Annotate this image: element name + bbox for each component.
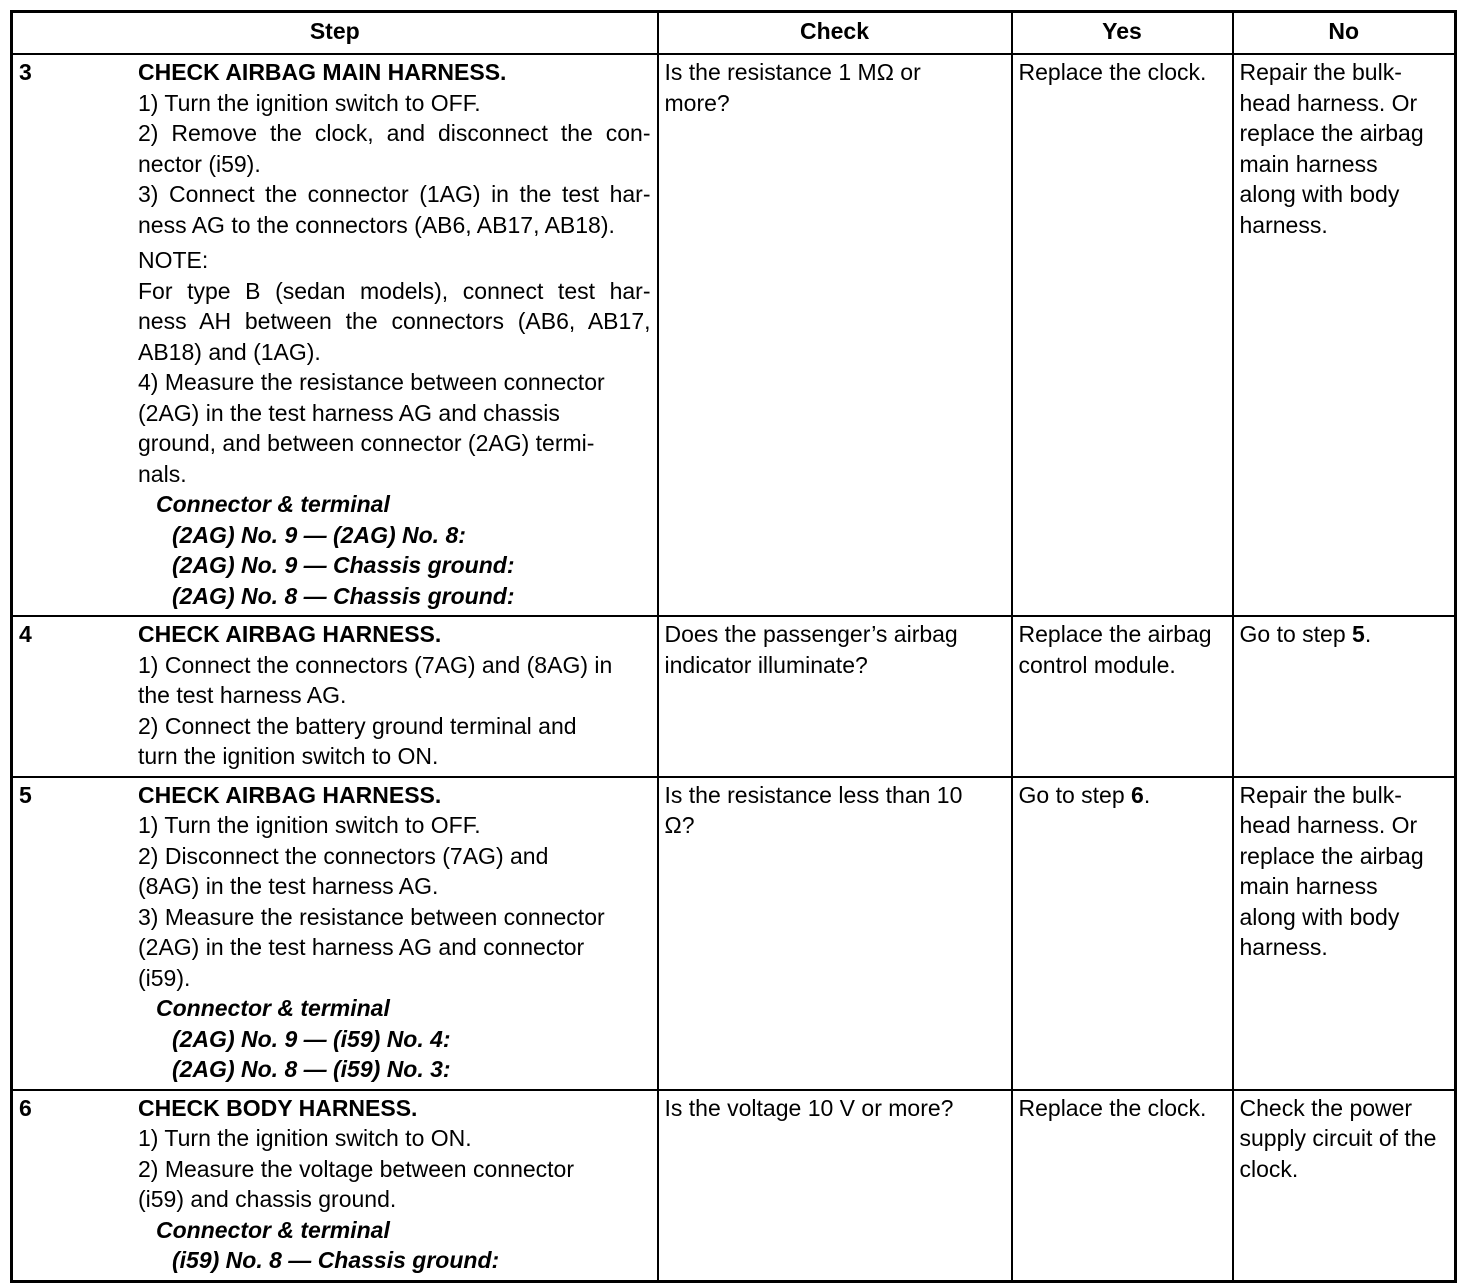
no-cell: [1233, 1090, 1456, 1282]
yes-cell: [1012, 616, 1233, 777]
step-title: CHECK BODY HARNESS.: [138, 1094, 418, 1121]
connector-terminal-title: Connector & terminal: [156, 491, 390, 517]
no-text: harness.: [1239, 211, 1328, 238]
header-row: [12, 12, 1456, 55]
step-line: 2) Measure the voltage between connector: [138, 1155, 574, 1182]
step-number: 5: [19, 781, 32, 808]
step-number: 6: [19, 1094, 32, 1121]
step-line: (i59) and chassis ground.: [138, 1186, 397, 1212]
check-text: Is the voltage 10 V or more?: [664, 1094, 954, 1121]
check-text: Does the passenger’s airbag: [664, 621, 958, 647]
step-cell: [12, 616, 658, 777]
step-body: [132, 55, 657, 615]
step-cell: [12, 1090, 658, 1282]
step-line: 4) Measure the resistance between connector: [138, 369, 605, 395]
no-cell: [1233, 616, 1456, 777]
no-text-suffix: .: [1364, 621, 1372, 647]
yes-text-suffix: .: [1143, 781, 1151, 808]
yes-text: Go to step: [1018, 781, 1132, 808]
step-number: 4: [19, 621, 32, 647]
no-cell: [1233, 777, 1456, 1090]
step-line: the test harness AG.: [138, 682, 347, 708]
step-body: [132, 1091, 657, 1280]
no-text: harness.: [1239, 934, 1328, 960]
no-text: supply circuit of the: [1239, 1125, 1437, 1151]
step-title: CHECK AIRBAG HARNESS.: [138, 621, 442, 647]
no-text: head harness. Or: [1239, 812, 1418, 838]
step-body: [132, 617, 657, 776]
no-text: along with body: [1239, 181, 1400, 207]
header-no: No: [1233, 12, 1456, 55]
step-line: 1) Turn the ignition switch to OFF.: [138, 89, 481, 116]
step-number: 3: [19, 59, 32, 85]
step-line: nals.: [138, 460, 187, 487]
connector-terminal-item: (i59) No. 8 — Chassis ground:: [172, 1247, 500, 1273]
yes-text: Replace the airbag: [1018, 621, 1212, 647]
step-line: (i59).: [138, 964, 191, 991]
connector-terminal-title: Connector & terminal: [156, 1216, 390, 1243]
no-text: clock.: [1239, 1155, 1299, 1182]
no-cell: [1233, 54, 1456, 616]
step-line: 1) Connect the connectors (7AG) and (8AG) in: [138, 651, 613, 678]
no-text: Repair the bulk-: [1239, 59, 1402, 85]
table-row: [12, 777, 1456, 1090]
step-link[interactable]: 6: [1131, 781, 1144, 808]
no-text: Go to step: [1239, 621, 1353, 647]
check-text: Is the resistance less than 10: [664, 781, 963, 808]
check-text: Is the resistance 1 MΩ or: [664, 59, 921, 85]
step-line: ness AG to the connectors (AB6, AB17, AB18).: [138, 211, 615, 238]
step-line: 3) Connect the connector (1AG) in the test har-: [138, 181, 651, 207]
header-yes: Yes: [1012, 12, 1233, 55]
no-text: head harness. Or: [1239, 89, 1418, 116]
step-line: 3) Measure the resistance between connector: [138, 903, 605, 930]
check-cell: [658, 54, 1012, 616]
step-title: CHECK AIRBAG HARNESS.: [138, 781, 442, 808]
diagnostic-table: [10, 10, 1457, 1283]
yes-cell: [1012, 1090, 1233, 1282]
note-line: For type B (sedan models), connect test har-: [138, 277, 651, 304]
step-line: 2) Disconnect the connectors (7AG) and: [138, 842, 549, 869]
step-line: (2AG) in the test harness AG and chassis: [138, 399, 560, 426]
no-text: replace the airbag: [1239, 842, 1424, 869]
table-row: [12, 54, 1456, 616]
note-line: AB18) and (1AG).: [138, 338, 321, 365]
check-text: more?: [664, 89, 730, 116]
step-cell: [12, 54, 658, 616]
step-title: CHECK AIRBAG MAIN HARNESS.: [138, 59, 507, 85]
connector-terminal-item: (2AG) No. 8 — Chassis ground:: [172, 582, 515, 609]
step-line: 2) Remove the clock, and disconnect the con-: [138, 120, 651, 146]
check-cell: [658, 1090, 1012, 1282]
connector-terminal-title: Connector & terminal: [156, 995, 390, 1021]
note-label: NOTE:: [138, 247, 209, 273]
step-line: 2) Connect the battery ground terminal and: [138, 712, 577, 739]
yes-cell: [1012, 777, 1233, 1090]
no-text: replace the airbag: [1239, 120, 1424, 146]
check-text: indicator illuminate?: [664, 651, 868, 678]
step-line: turn the ignition switch to ON.: [138, 743, 439, 769]
no-text: Check the power: [1239, 1094, 1413, 1121]
connector-terminal-item: (2AG) No. 9 — (i59) No. 4:: [172, 1025, 451, 1052]
connector-terminal-item: (2AG) No. 8 — (i59) No. 3:: [172, 1056, 451, 1082]
connector-terminal-item: (2AG) No. 9 — Chassis ground:: [172, 552, 515, 578]
check-cell: [658, 616, 1012, 777]
yes-cell: [1012, 54, 1233, 616]
note-line: ness AH between the connectors (AB6, AB17,: [138, 308, 651, 334]
step-line: (2AG) in the test harness AG and connector: [138, 934, 585, 960]
yes-text: control module.: [1018, 651, 1176, 678]
step-line: 1) Turn the ignition switch to OFF.: [138, 812, 481, 838]
header-step: Step: [12, 12, 658, 55]
step-body: [132, 778, 657, 1089]
no-text: Repair the bulk-: [1239, 781, 1402, 808]
table-row: [12, 616, 1456, 777]
check-text: Ω?: [664, 812, 695, 838]
header-check: Check: [658, 12, 1012, 55]
step-link[interactable]: 5: [1352, 621, 1365, 647]
check-cell: [658, 777, 1012, 1090]
step-cell: [12, 777, 658, 1090]
no-text: along with body: [1239, 903, 1400, 930]
connector-terminal-item: (2AG) No. 9 — (2AG) No. 8:: [172, 521, 466, 548]
step-line: (8AG) in the test harness AG.: [138, 873, 439, 899]
table-row: [12, 1090, 1456, 1282]
step-line: ground, and between connector (2AG) termi-: [138, 430, 595, 456]
no-text: main harness: [1239, 150, 1378, 177]
yes-text: Replace the clock.: [1018, 59, 1207, 85]
yes-text: Replace the clock.: [1018, 1094, 1207, 1121]
step-line: 1) Turn the ignition switch to ON.: [138, 1125, 472, 1151]
step-line: nector (i59).: [138, 150, 261, 177]
no-text: main harness: [1239, 873, 1378, 899]
